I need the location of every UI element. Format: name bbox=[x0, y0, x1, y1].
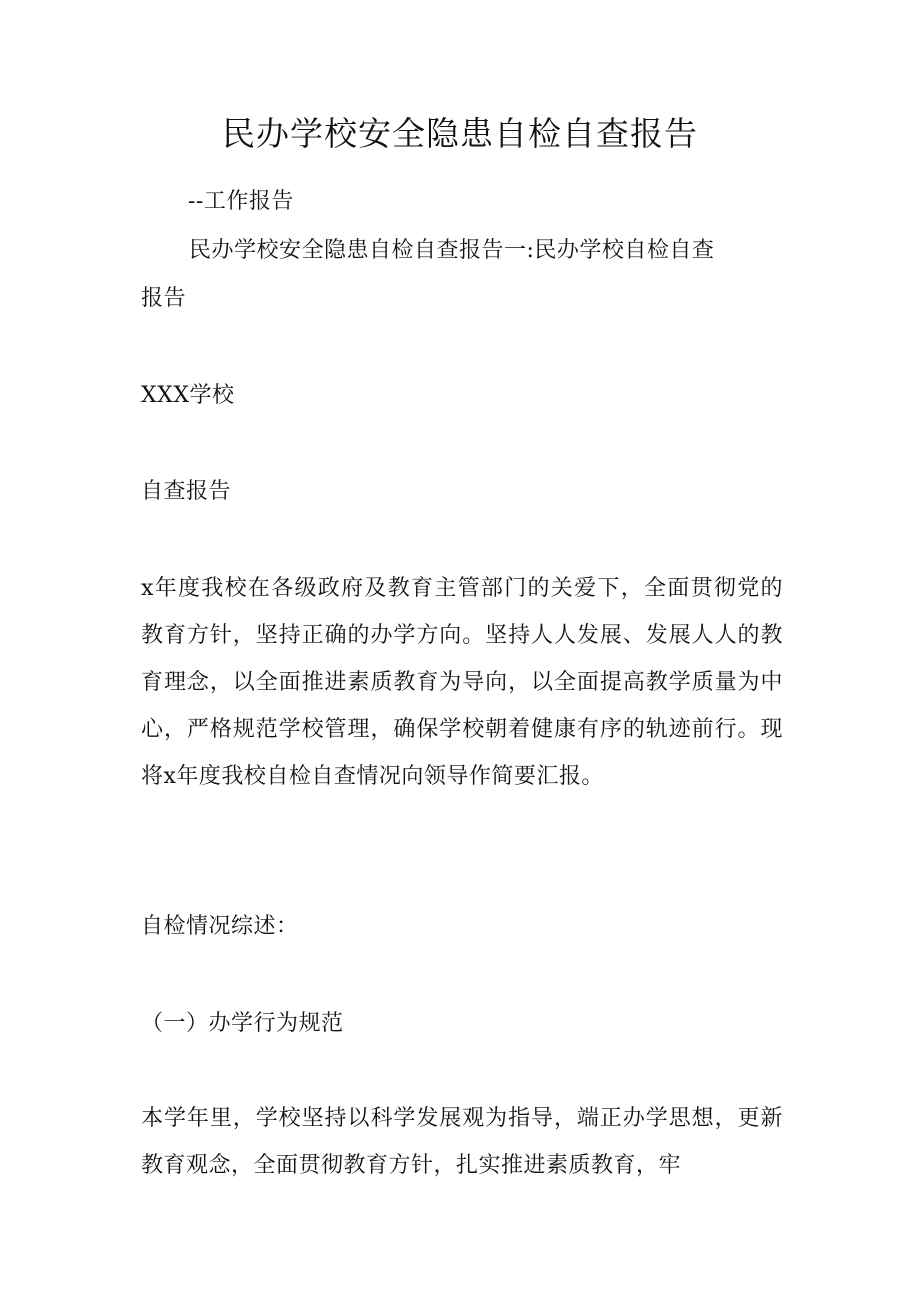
summary-heading: 自检情况综述： bbox=[141, 914, 299, 939]
school-name: XXX学校 bbox=[141, 383, 235, 408]
intro-line-2: 报告 bbox=[141, 286, 187, 311]
intro-line-1: 民办学校安全隐患自检自查报告一:民办学校自检自查 bbox=[189, 238, 715, 263]
paragraph-section-1: 本学年里，学校坚持以科学发展观为指导，端正办学思想，更新教育观念，全面贯彻教育方针，扎实推进素质教育，牢 bbox=[141, 1106, 783, 1178]
paragraph-annual-overview: x年度我校在各级政府及教育主管部门的关爱下，全面贯彻党的教育方针，坚持正确的办学方向。坚持人人发展、发展人人的教育理念，以全面推进素质教育为导向，以全面提高教学质量为中心，严格规范学校管理，确保学校朝着健康有序的轨迹前行。现将x年度我校自检自查情况向领导作简要汇报。 bbox=[141, 576, 783, 789]
section-1-heading: （一）办学行为规范 bbox=[141, 1011, 344, 1036]
document-category: --工作报告 bbox=[188, 189, 294, 214]
document-title: 民办学校安全隐患自检自查报告 bbox=[222, 114, 698, 153]
report-label: 自查报告 bbox=[141, 479, 232, 504]
